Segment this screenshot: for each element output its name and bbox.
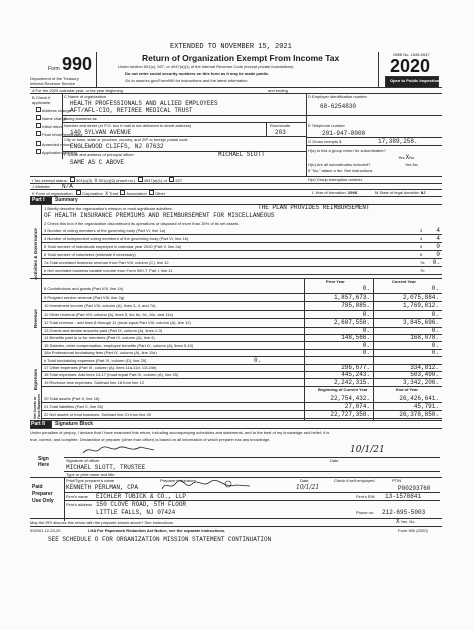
side-revenue: Revenue: [33, 309, 38, 328]
ptin-label: PTIN: [392, 478, 402, 483]
room-label: Room/suite: [270, 123, 291, 128]
yes-no-hb[interactable]: [405, 162, 418, 167]
discuss-question: May the IRS discuss this return with the preparer shown above? See instructions: [30, 520, 173, 525]
firm-name-label: Firm's name: [66, 494, 88, 499]
officer-label: F Name and address of principal officer:: [64, 152, 135, 157]
row-divider: [41, 250, 442, 251]
gov-row-label: 3 Number of voting members of the governing body (Part VI, line 1a): [44, 228, 166, 233]
divider: [64, 457, 440, 458]
side-net-assets: Net Assets or Fund Balances: [33, 394, 41, 419]
ein-label: D Employer identification number: [308, 94, 367, 99]
extension-note: EXTENDED TO NOVEMBER 15, 2021: [170, 43, 292, 51]
divider: [64, 471, 440, 472]
revenue-prior: 0.: [362, 310, 370, 318]
end-year-header: End of Year: [396, 387, 418, 392]
expense-row-label: 19 Revenue less expenses. Subtract line 18 from line 12: [44, 379, 145, 385]
checkbox: [169, 177, 174, 182]
net-asset-begin: 22,727,358.: [330, 411, 370, 418]
check-item-label: Final return/terminated: [42, 132, 83, 137]
net-asset-begin: 22,754,432.: [330, 395, 370, 402]
status-other: (insert no.): [116, 178, 136, 183]
net-asset-end: 26,426,641.: [399, 395, 439, 402]
expense-current: 0.: [431, 349, 439, 357]
divider: [30, 518, 442, 519]
gov-row-num: 3: [420, 228, 423, 233]
dba-label: Doing business as: [64, 116, 97, 121]
preparer-name: KENNETH PERLMAN, CPA: [66, 484, 139, 491]
divider: [373, 278, 374, 420]
check-item-address[interactable]: [36, 107, 71, 113]
schedule-o-note: SEE SCHEDULE O FOR ORGANIZATION MISSION STATEMENT CONTINUATION: [48, 536, 272, 543]
phone-value: 201-947-8000: [322, 130, 366, 137]
divider: [378, 52, 379, 87]
irs-link-text[interactable]: Go to www.irs.gov/Form990 for instructions and the latest information.: [125, 78, 249, 83]
expense-row-label: 17 Other expenses (Part IX, column (A), lines 11a-11d, 11f-24e): [44, 365, 157, 370]
website-value: N/A: [62, 183, 73, 190]
ha-mark: X: [405, 154, 410, 161]
row-divider: [41, 386, 442, 387]
gov-row-num: 7a: [420, 260, 425, 265]
subordinates-note: If "No," attach a list. See instructions: [308, 168, 373, 173]
gross-label: G Gross receipts $: [308, 139, 342, 144]
ptin-value: P00293760: [398, 485, 431, 492]
room: 203: [275, 129, 286, 136]
divider: [306, 137, 442, 138]
footer-lha: LHA For Paperwork Reduction Act Notice, see the separate instructions.: [88, 528, 226, 533]
check-item-label: Application pending: [41, 150, 77, 155]
check-item-label: Name change: [42, 116, 68, 121]
status-4947: 4947(a)(1) or: [143, 178, 168, 183]
net-asset-end: 45,791.: [413, 403, 439, 410]
street-label: Number and street (or P.O. box if mail is not delivered to street address): [64, 123, 192, 128]
revenue-row-label: 11 Other revenue (Part VIII, column (A), lines 5, 6d, 8c, 9c, 10c, and 11e): [44, 311, 174, 317]
divider: [304, 278, 305, 420]
footer-form: Form 990 (2020): [398, 528, 428, 533]
checkbox: [149, 190, 154, 195]
group-return-q: H(a) Is this a group return for subordinates?: [308, 148, 386, 153]
line-a: A For the 2020 calendar year, or tax year beginning: [32, 88, 123, 93]
checkbox: [36, 141, 41, 146]
revenue-row-label: 9 Program service revenue (Part VIII, line 2g): [44, 294, 125, 300]
side-activities: Activities & Governance: [33, 228, 38, 280]
check-item-initial[interactable]: [36, 123, 63, 129]
form-number: 990: [62, 54, 93, 74]
ein-value: 68-6254830: [320, 103, 357, 110]
divider: [30, 196, 442, 197]
tax-exempt-label: I Tax-exempt status:: [32, 178, 68, 183]
begin-year-header: Beginning of Current Year: [318, 387, 368, 392]
row-divider: [41, 418, 442, 419]
year-formed-label: L Year of formation:: [312, 190, 347, 195]
footer-code: 032001 12-23-20: [30, 528, 61, 533]
part1-name: Summary: [55, 197, 78, 203]
use-only-label: Use Only: [32, 498, 54, 504]
row-divider: [41, 258, 442, 259]
divider: [30, 278, 442, 279]
prep-sig-label: Preparer's signature: [160, 478, 196, 483]
gov-row-num: 4: [420, 236, 423, 241]
expense-row-label: 16a Professional fundraising fees (Part IX, column (A), line 11e): [44, 350, 157, 356]
open-public: Open to Public Inspection: [390, 78, 440, 83]
revenue-prior: 1,857,673.: [333, 293, 370, 301]
revenue-prior: 0.: [362, 285, 370, 292]
form-org-mark: X: [105, 191, 109, 197]
revenue-row-label: 8 Contributions and grants (Part VIII, line 1h): [44, 286, 124, 291]
part2-name: Signature Block: [55, 421, 94, 427]
revenue-prior: 785,885.: [341, 302, 370, 309]
gov-row-num: 5: [420, 244, 423, 249]
expense-current: 0.: [431, 341, 439, 349]
ssn-warning: Do not enter social security numbers on this form as it may be made public.: [125, 71, 270, 76]
discuss-mark: X: [396, 518, 400, 525]
divider: [30, 183, 442, 184]
expense-row-label: 18 Total expenses. Add lines 13-17 (must equal Part IX, column (A), line 25): [44, 372, 179, 378]
discuss-yes-no[interactable]: [396, 519, 415, 524]
date-label: Date: [330, 458, 339, 463]
part1-title: Part I: [32, 197, 45, 203]
gov-row-value: 4: [436, 235, 440, 242]
expense-current: 0.: [431, 327, 439, 334]
city: ENGLEWOOD CLIFFS, NJ 07632: [70, 143, 164, 150]
form-org-option: Other: [155, 191, 166, 196]
checkbox: [36, 115, 41, 120]
firm-address-line2: LITTLE FALLS, NJ 07424: [96, 509, 176, 516]
divider: [266, 122, 267, 136]
expense-row-label: 13 Grants and similar amounts paid (Part IX, column (A), lines 1-3): [44, 328, 163, 333]
gov-row-value: 0: [436, 243, 440, 250]
org-name-line1: HEALTH PROFESSIONALS AND ALLIED EMPLOYEES: [70, 100, 218, 107]
revenue-current: 2,075,884.: [402, 293, 439, 301]
side-expenses: Expenses: [33, 368, 38, 390]
expense-current: 334,812.: [410, 364, 439, 371]
expense-prior: 0.: [362, 349, 370, 357]
street: 140 SYLVAN AVENUE: [70, 129, 132, 136]
self-employed-label[interactable]: Check if self-employed: [334, 478, 375, 483]
firm-phone-label: Phone no.: [356, 510, 375, 515]
yes-label: Yes: [398, 155, 405, 160]
expense-prior: 445,243.: [341, 371, 370, 379]
row-divider: [41, 234, 442, 235]
form-label: Form: [48, 66, 60, 72]
gov-row-num: 6: [420, 252, 423, 257]
net-asset-row-label: 20 Total assets (Part X, line 16): [44, 396, 100, 401]
line1-text2: OF HEALTH INSURANCE PREMIUMS AND REIMBURSEMENT FOR MISCELLANEOUS: [44, 212, 275, 219]
expense-prior: 296,677.: [341, 364, 370, 371]
expense-row-label: b Total fundraising expenses (Part IX, column (D), line 25): [44, 357, 147, 363]
prior-year-header: Prior Year: [326, 279, 345, 284]
divider: [41, 204, 42, 420]
divider: [62, 93, 63, 159]
expense-prior: 0.: [362, 327, 370, 334]
paid-label: Paid: [32, 484, 43, 490]
revenue-prior: 2,687,558.: [333, 319, 370, 326]
officer-name: MICHAEL SLOTT: [218, 151, 265, 158]
prep-date: 10/1/21: [296, 484, 320, 491]
sign-here: Sign Here: [38, 456, 50, 468]
status-501c: 501(c): [98, 178, 110, 183]
check-item-label: Address change: [41, 108, 71, 113]
part2-title: Part II: [31, 421, 45, 427]
form-org-option: Association: [126, 191, 147, 196]
firm-ein-label: Firm's EIN: [356, 494, 375, 499]
prep-name-label: Print/Type preparer's name: [66, 478, 115, 483]
checkbox: [36, 149, 41, 154]
officer-print-name: MICHAEL SLOTT, TRUSTEE: [66, 464, 146, 471]
divider: [306, 115, 442, 116]
year-formed-value: 2008: [347, 192, 358, 196]
divider: [64, 477, 65, 521]
firm-address-label: Firm's address: [66, 502, 93, 507]
firm-address-line1: 150 CLOVE ROAD, 5TH FLOOR: [96, 501, 187, 508]
expense-extra-value: 0.: [254, 356, 262, 364]
gov-row-label: 7a Total unrelated business revenue from Part VIII, column (C), line 12: [44, 260, 169, 265]
yes-label: Yes: [400, 519, 408, 524]
city-label: City or town, state or province, country, and ZIP or foreign postal code: [64, 137, 188, 142]
expense-prior: 2,242,315.: [333, 378, 370, 386]
no-label: No: [412, 162, 418, 167]
yes-no-ha[interactable]: [398, 155, 414, 160]
divider: [306, 145, 442, 146]
status-527: 527: [175, 178, 183, 183]
net-asset-row-label: 22 Net assets or fund balances. Subtract line 21 from line 20: [44, 412, 152, 417]
line-a-end: and ending: [268, 88, 288, 93]
omb-number: OMB No. 1545-0047: [393, 52, 430, 57]
officer-address: SAME AS C ABOVE: [70, 159, 125, 166]
expense-prior: 0.: [362, 341, 370, 349]
gross-value: 17,389,258.: [378, 138, 418, 145]
website-label: J Website:: [32, 184, 51, 189]
divider: [30, 204, 442, 205]
checkbox: [36, 123, 41, 128]
row-divider: [41, 242, 442, 243]
checkbox: [76, 190, 81, 195]
check-item-label: Initial return: [42, 124, 64, 129]
phone-label: E Telephone number: [308, 123, 345, 128]
expense-prior: 148,566.: [341, 334, 370, 342]
divider: [30, 428, 442, 429]
penalty-line2: true, correct, and complete. Declaration of preparer (other than officer) is based on all information of which preparer has any knowledge.: [30, 437, 271, 442]
officer-signature: [80, 443, 160, 457]
line2: 2 Check this box if the organization discontinued its operations or disposed of more than 25% of its net assets.: [44, 221, 240, 226]
status-insert: 9: [111, 180, 114, 184]
irs-department: Department of the Treasury Internal Revenue Service: [30, 76, 79, 86]
divider: [30, 526, 442, 527]
divider: [62, 115, 306, 116]
tax-year: 2020: [390, 56, 431, 76]
gov-row-label: 4 Number of independent voting members of the governing body (Part VI, line 1b): [44, 236, 189, 241]
expense-row-label: 14 Benefits paid to or for members (Part IX, column (A), line 4): [44, 335, 155, 341]
gov-row-value: 0: [436, 251, 440, 258]
no-label: No: [409, 155, 415, 160]
type-print-label: Type or print name and title: [66, 472, 115, 477]
line1-text1: THE PLAN PROVIDES REIMBURSEMENT: [258, 204, 370, 211]
net-asset-end: 26,378,850.: [399, 411, 439, 418]
revenue-current: 0.: [431, 285, 439, 292]
firm-ein: 13-1578841: [385, 493, 422, 500]
net-asset-begin: 27,074.: [344, 403, 370, 410]
firm-name: EICHLER TUBICK & CO., LLP: [96, 493, 187, 500]
penalty-line1: Under penalties of perjury, I declare that I have examined this return, including accompanying schedules and statements, and to the best of my knowledge and belief, it is: [30, 430, 330, 435]
form-subtitle: Under section 501(c), 527, or 4947(a)(1) of the Internal Revenue Code (except private foundations): [118, 64, 294, 69]
row-divider: [41, 266, 442, 267]
expense-row-label: 15 Salaries, other compensation, employee benefits (Part IX, column (A), lines 5-10): [44, 342, 194, 348]
revenue-current: 3,845,696.: [402, 319, 439, 326]
tax-exempt-status: I Tax-exempt status: 501(c)(3) X 501(c)(9) (insert no.) 4947(a)(1) or 527: [32, 178, 183, 184]
line1-label: 1 Briefly describe the organization's mission or most significant activities:: [44, 206, 173, 211]
checkbox: [36, 131, 41, 136]
checkbox: [36, 107, 41, 112]
status-mark: X: [94, 178, 98, 184]
checkbox: [138, 177, 143, 182]
firm-phone: 212-695-5003: [382, 509, 426, 516]
revenue-current: 1,769,812.: [402, 302, 439, 309]
revenue-row-label: 12 Total revenue - add lines 8 through 11 (must equal Part VIII, column (A), line 12): [44, 320, 191, 325]
revenue-current: 0.: [431, 310, 439, 318]
expense-current: 3,342,206.: [402, 378, 439, 386]
gov-row-num: 7b: [420, 268, 425, 273]
expense-current: 168,078.: [410, 334, 439, 342]
preparer-signature: [158, 478, 298, 492]
net-asset-row-label: 21 Total liabilities (Part X, line 26): [44, 404, 104, 409]
divider: [96, 52, 97, 87]
check-applicable-label: B Check if applicable:: [32, 95, 52, 105]
row-divider: [41, 274, 442, 275]
signature-label: Signature of officer: [66, 458, 100, 463]
checkbox: [120, 190, 125, 195]
no-label: No: [409, 519, 415, 524]
gov-row-value: 0.: [432, 259, 440, 266]
state-value: NJ: [420, 192, 426, 196]
subordinates-q: H(b) Are all subordinates included?: [308, 162, 371, 167]
state-label: M State of legal domicile:: [375, 190, 420, 195]
prep-date-label: Date: [300, 478, 309, 483]
form-org-option: Trust: [109, 191, 119, 196]
current-year-header: Current Year: [392, 279, 416, 284]
group-exemption-label: H(c) Group exemption number: [308, 177, 363, 182]
gov-row-value: 4: [436, 227, 440, 234]
sign-date: 10/1/21: [350, 445, 385, 455]
irs-link[interactable]: [125, 78, 249, 83]
gov-row-label: b Net unrelated business taxable income from Form 990-T, Part I, line 11: [44, 268, 173, 273]
check-item-label: Amended return: [41, 142, 71, 147]
preparer-label: Preparer: [32, 491, 53, 497]
checkbox: [70, 177, 75, 182]
form-org-label: K Form of organization:: [32, 191, 74, 196]
gov-row-label: 5 Total number of individuals employed in calendar year 2020 (Part V, line 2a): [44, 244, 182, 249]
org-name-line2: AFT/AFL-CIO, RETIREE MEDICAL TRUST: [70, 107, 193, 114]
gov-row-label: 6 Total number of volunteers (estimate if necessary): [44, 252, 136, 257]
yes-label: Yes: [405, 162, 412, 167]
org-name-label: C Name of organization: [64, 94, 107, 99]
expense-current: 503,490.: [410, 371, 439, 379]
revenue-row-label: 10 Investment income (Part VIII, column (A), lines 3, 4, and 7d): [44, 303, 156, 308]
form-title: Return of Organization Exempt From Income Tax: [142, 53, 340, 63]
form-org-option: Corporation: [81, 191, 103, 196]
divider: [306, 93, 307, 176]
